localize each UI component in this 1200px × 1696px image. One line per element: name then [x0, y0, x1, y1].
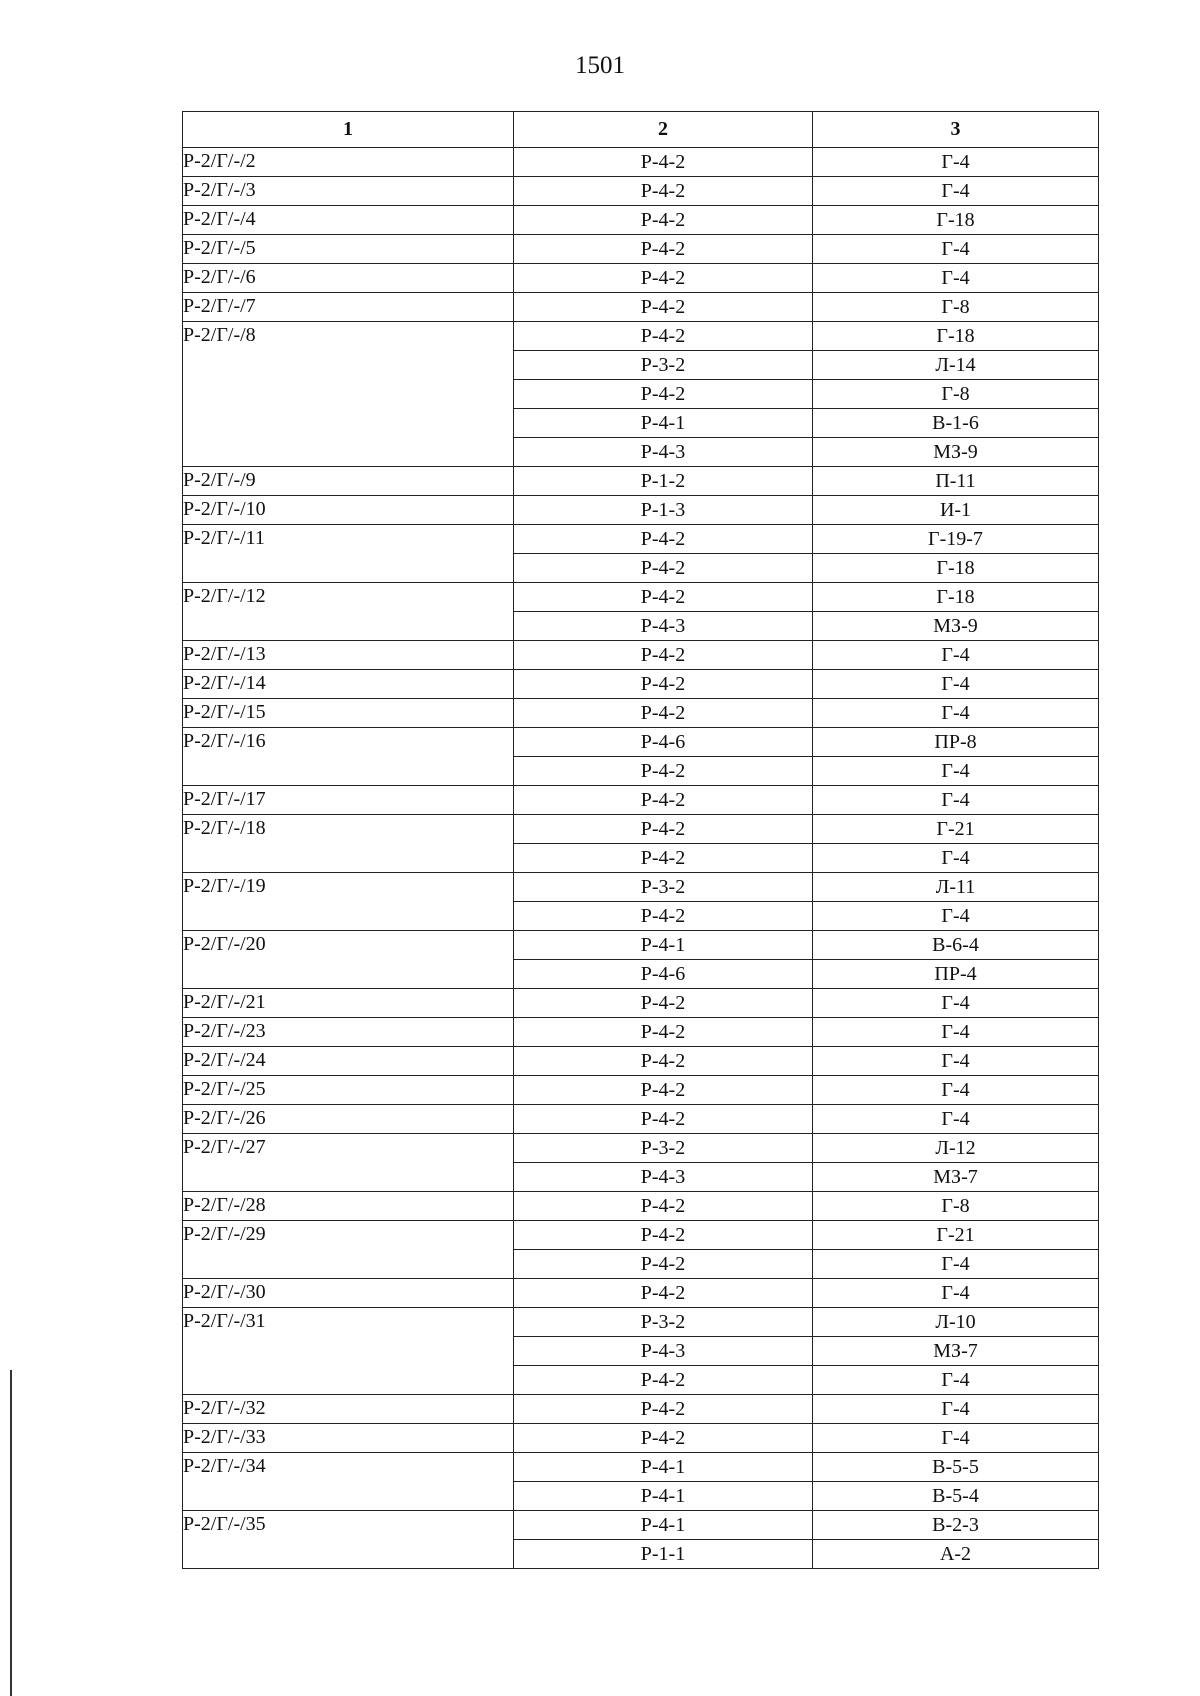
- cell-column-2: Р-4-2: [514, 235, 813, 264]
- cell-code: Р-2/Г/-/24: [183, 1047, 514, 1076]
- cell-column-3: Л-10: [813, 1308, 1099, 1337]
- cell-code: Р-2/Г/-/5: [183, 235, 514, 264]
- cell-column-2: Р-1-3: [514, 496, 813, 525]
- cell-column-2: Р-4-2: [514, 757, 813, 786]
- cell-column-2: Р-4-2: [514, 1105, 813, 1134]
- cell-column-2: Р-1-1: [514, 1540, 813, 1569]
- cell-column-3: Г-4: [813, 264, 1099, 293]
- cell-code: Р-2/Г/-/11: [183, 525, 514, 583]
- table-row: [183, 873, 1099, 902]
- cell-column-3: Г-21: [813, 1221, 1099, 1250]
- table-row: [183, 177, 1099, 206]
- cell-column-2: Р-4-1: [514, 931, 813, 960]
- cell-column-3: Г-4: [813, 1105, 1099, 1134]
- table-row: [183, 1134, 1099, 1163]
- cell-column-2: Р-3-2: [514, 1308, 813, 1337]
- table-row: [183, 1105, 1099, 1134]
- cell-column-3: Г-4: [813, 1395, 1099, 1424]
- table-row: [183, 1076, 1099, 1105]
- cell-column-3: ПР-4: [813, 960, 1099, 989]
- cell-code: Р-2/Г/-/9: [183, 467, 514, 496]
- table-row: [183, 467, 1099, 496]
- cell-column-3: В-5-5: [813, 1453, 1099, 1482]
- cell-column-2: Р-4-2: [514, 989, 813, 1018]
- table-row: [183, 989, 1099, 1018]
- cell-column-2: Р-1-2: [514, 467, 813, 496]
- cell-column-3: Г-8: [813, 380, 1099, 409]
- cell-column-2: Р-4-2: [514, 902, 813, 931]
- cell-column-3: Г-4: [813, 1018, 1099, 1047]
- cell-column-2: Р-3-2: [514, 1134, 813, 1163]
- table-row: [183, 786, 1099, 815]
- cell-column-2: Р-4-2: [514, 1424, 813, 1453]
- cell-code: Р-2/Г/-/19: [183, 873, 514, 931]
- cell-column-3: А-2: [813, 1540, 1099, 1569]
- table-row: [183, 815, 1099, 844]
- table-row: [183, 1511, 1099, 1540]
- cell-column-3: Г-4: [813, 1250, 1099, 1279]
- cell-column-3: Г-4: [813, 1279, 1099, 1308]
- cell-column-3: Г-8: [813, 1192, 1099, 1221]
- cell-column-2: Р-4-2: [514, 1366, 813, 1395]
- cell-column-3: Г-4: [813, 148, 1099, 177]
- cell-column-3: Г-18: [813, 206, 1099, 235]
- cell-column-3: В-6-4: [813, 931, 1099, 960]
- cell-column-3: В-5-4: [813, 1482, 1099, 1511]
- table-row: [183, 1424, 1099, 1453]
- cell-column-3: Л-12: [813, 1134, 1099, 1163]
- cell-column-2: Р-4-3: [514, 1337, 813, 1366]
- cell-column-2: Р-4-2: [514, 699, 813, 728]
- cell-column-3: Г-18: [813, 583, 1099, 612]
- cell-code: Р-2/Г/-/4: [183, 206, 514, 235]
- cell-column-3: МЗ-9: [813, 438, 1099, 467]
- table-row: [183, 264, 1099, 293]
- table-row: [183, 1395, 1099, 1424]
- cell-column-2: Р-4-6: [514, 960, 813, 989]
- cell-column-3: Г-4: [813, 1047, 1099, 1076]
- cell-column-2: Р-4-2: [514, 641, 813, 670]
- cell-code: Р-2/Г/-/33: [183, 1424, 514, 1453]
- cell-column-3: Г-4: [813, 641, 1099, 670]
- cell-column-3: Г-18: [813, 554, 1099, 583]
- cell-column-2: Р-4-1: [514, 1511, 813, 1540]
- table-row: [183, 1453, 1099, 1482]
- cell-column-2: Р-4-2: [514, 844, 813, 873]
- cell-column-2: Р-4-2: [514, 1192, 813, 1221]
- cell-column-2: Р-4-2: [514, 1250, 813, 1279]
- cell-column-2: Р-3-2: [514, 873, 813, 902]
- cell-column-3: МЗ-7: [813, 1163, 1099, 1192]
- cell-column-3: Г-4: [813, 844, 1099, 873]
- cell-column-3: МЗ-7: [813, 1337, 1099, 1366]
- table-header: [183, 112, 1099, 148]
- cell-column-2: Р-4-2: [514, 1047, 813, 1076]
- table-body: [183, 148, 1099, 1569]
- cell-code: Р-2/Г/-/7: [183, 293, 514, 322]
- cell-column-2: Р-4-2: [514, 206, 813, 235]
- cell-column-3: Г-18: [813, 322, 1099, 351]
- table-row: [183, 1221, 1099, 1250]
- cell-code: Р-2/Г/-/16: [183, 728, 514, 786]
- margin-line: [10, 1370, 12, 1696]
- cell-column-3: Г-8: [813, 293, 1099, 322]
- cell-column-3: И-1: [813, 496, 1099, 525]
- column-header-3: 3: [813, 112, 1099, 148]
- table-row: [183, 525, 1099, 554]
- cell-code: Р-2/Г/-/30: [183, 1279, 514, 1308]
- table-row: [183, 1192, 1099, 1221]
- cell-column-3: Г-4: [813, 989, 1099, 1018]
- cell-code: Р-2/Г/-/25: [183, 1076, 514, 1105]
- table-row: [183, 1018, 1099, 1047]
- header-row: [183, 112, 1099, 148]
- table-row: [183, 235, 1099, 264]
- cell-column-3: Г-4: [813, 1424, 1099, 1453]
- column-header-1: 1: [183, 112, 514, 148]
- table-row: [183, 728, 1099, 757]
- cell-code: Р-2/Г/-/28: [183, 1192, 514, 1221]
- cell-code: Р-2/Г/-/32: [183, 1395, 514, 1424]
- cell-column-2: Р-4-2: [514, 1395, 813, 1424]
- cell-code: Р-2/Г/-/6: [183, 264, 514, 293]
- cell-code: Р-2/Г/-/8: [183, 322, 514, 467]
- cell-column-2: Р-4-1: [514, 1482, 813, 1511]
- table-row: [183, 641, 1099, 670]
- table-row: [183, 931, 1099, 960]
- cell-column-2: Р-4-6: [514, 728, 813, 757]
- cell-column-2: Р-4-2: [514, 264, 813, 293]
- cell-column-2: Р-4-3: [514, 1163, 813, 1192]
- cell-column-2: Р-4-1: [514, 409, 813, 438]
- cell-code: Р-2/Г/-/26: [183, 1105, 514, 1134]
- cell-column-3: Г-4: [813, 1076, 1099, 1105]
- cell-column-2: Р-4-2: [514, 148, 813, 177]
- cell-column-2: Р-4-2: [514, 177, 813, 206]
- cell-column-2: Р-4-2: [514, 583, 813, 612]
- cell-column-3: Г-4: [813, 177, 1099, 206]
- cell-column-2: Р-4-2: [514, 380, 813, 409]
- cell-column-3: Г-4: [813, 670, 1099, 699]
- cell-code: Р-2/Г/-/17: [183, 786, 514, 815]
- cell-code: Р-2/Г/-/2: [183, 148, 514, 177]
- cell-column-2: Р-4-3: [514, 438, 813, 467]
- cell-code: Р-2/Г/-/35: [183, 1511, 514, 1569]
- cell-column-2: Р-4-2: [514, 1076, 813, 1105]
- cell-column-3: Л-14: [813, 351, 1099, 380]
- table-row: [183, 1047, 1099, 1076]
- table-row: [183, 1279, 1099, 1308]
- cell-code: Р-2/Г/-/31: [183, 1308, 514, 1395]
- cell-column-3: В-1-6: [813, 409, 1099, 438]
- cell-column-2: Р-3-2: [514, 351, 813, 380]
- table-row: [183, 206, 1099, 235]
- cell-code: Р-2/Г/-/18: [183, 815, 514, 873]
- cell-column-2: Р-4-2: [514, 1279, 813, 1308]
- cell-column-2: Р-4-2: [514, 670, 813, 699]
- table-row: [183, 496, 1099, 525]
- table-row: [183, 1308, 1099, 1337]
- cell-code: Р-2/Г/-/13: [183, 641, 514, 670]
- cell-column-2: Р-4-2: [514, 815, 813, 844]
- cell-column-3: Л-11: [813, 873, 1099, 902]
- cell-column-3: Г-4: [813, 902, 1099, 931]
- cell-code: Р-2/Г/-/14: [183, 670, 514, 699]
- cell-column-2: Р-4-2: [514, 1221, 813, 1250]
- cell-column-3: Г-4: [813, 786, 1099, 815]
- table-row: [183, 148, 1099, 177]
- cell-column-2: Р-4-2: [514, 1018, 813, 1047]
- cell-column-3: В-2-3: [813, 1511, 1099, 1540]
- cell-code: Р-2/Г/-/15: [183, 699, 514, 728]
- cell-column-2: Р-4-2: [514, 322, 813, 351]
- cell-column-3: Г-4: [813, 699, 1099, 728]
- cell-column-3: Г-21: [813, 815, 1099, 844]
- cell-code: Р-2/Г/-/10: [183, 496, 514, 525]
- cell-code: Р-2/Г/-/20: [183, 931, 514, 989]
- cell-column-3: Г-4: [813, 235, 1099, 264]
- table-row: [183, 670, 1099, 699]
- table-row: [183, 583, 1099, 612]
- cell-column-3: Г-4: [813, 757, 1099, 786]
- cell-column-3: ПР-8: [813, 728, 1099, 757]
- cell-column-2: Р-4-2: [514, 293, 813, 322]
- cell-column-2: Р-4-1: [514, 1453, 813, 1482]
- cell-code: Р-2/Г/-/34: [183, 1453, 514, 1511]
- cell-code: Р-2/Г/-/3: [183, 177, 514, 206]
- cell-column-2: Р-4-2: [514, 525, 813, 554]
- cell-column-3: Г-4: [813, 1366, 1099, 1395]
- column-header-2: 2: [514, 112, 813, 148]
- cell-column-2: Р-4-2: [514, 786, 813, 815]
- page-number: 1501: [575, 52, 625, 79]
- cell-column-3: Г-19-7: [813, 525, 1099, 554]
- cell-code: Р-2/Г/-/23: [183, 1018, 514, 1047]
- cell-column-2: Р-4-3: [514, 612, 813, 641]
- data-table: [182, 111, 1099, 1569]
- cell-column-3: П-11: [813, 467, 1099, 496]
- cell-column-2: Р-4-2: [514, 554, 813, 583]
- cell-code: Р-2/Г/-/27: [183, 1134, 514, 1192]
- cell-code: Р-2/Г/-/12: [183, 583, 514, 641]
- cell-column-3: МЗ-9: [813, 612, 1099, 641]
- table-row: [183, 699, 1099, 728]
- table-row: [183, 293, 1099, 322]
- cell-code: Р-2/Г/-/29: [183, 1221, 514, 1279]
- table-row: [183, 322, 1099, 351]
- cell-code: Р-2/Г/-/21: [183, 989, 514, 1018]
